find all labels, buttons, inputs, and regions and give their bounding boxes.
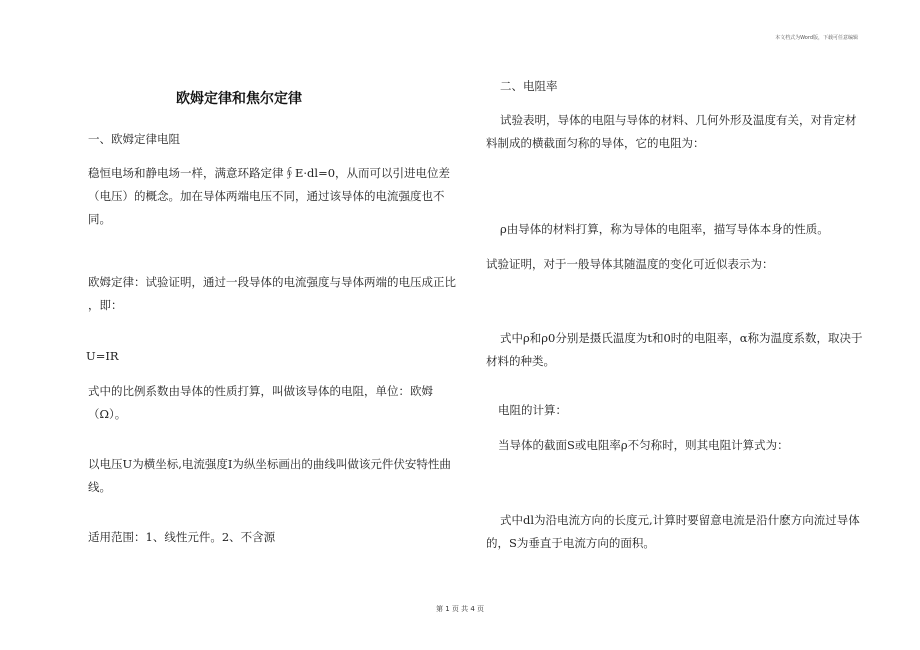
paragraph-temperature-coefficient: 式中ρ和ρ0分别是摄氏温度为t和0时的电阻率，α称为温度系数，取决于材料的种类。	[486, 331, 863, 368]
paragraph-resistance-definition: 式中的比例系数由导体的性质打算，叫做该导体的电阻，单位：欧姆（Ω）。	[88, 384, 433, 421]
paragraph-temperature-variation: 试验证明，对于一般导体其随温度的变化可近似表示为：	[486, 257, 774, 271]
paragraph-volt-ampere-curve: 以电压U为横坐标,电流强度I为纵坐标画出的曲线叫做该元件伏安特性曲线。	[88, 457, 451, 494]
download-note: 本文档式为Word版，下载可任意编辑	[775, 35, 858, 41]
page-number-footer: 第 1 页 共 4 页	[435, 605, 485, 613]
section-heading-ohms-law: 一、欧姆定律电阻	[88, 132, 180, 146]
paragraph-resistivity-meaning: ρ由导体的材料打算，称为导体的电阻率，描写导体本身的性质。	[500, 222, 829, 236]
heading-resistance-calculation: 电阻的计算：	[498, 403, 567, 417]
paragraph-length-element: 式中dl为沿电流方向的长度元,计算时要留意电流是沿什麽方向流过导体的，S为垂直于电流方向的面积。	[486, 513, 860, 550]
document-title: 欧姆定律和焦尔定律	[176, 91, 302, 107]
paragraph-scope: 适用范围：1、线性元件。2、不含源	[88, 530, 276, 544]
paragraph-ohms-law-definition: 欧姆定律：试验证明，通过一段导体的电流强度与导体两端的电压成正比 ，即：	[88, 275, 456, 312]
section-heading-resistivity: 二、电阻率	[500, 79, 558, 93]
paragraph-steady-field: 稳恒电场和静电场一样，满意环路定律∮E·dl=0，从而可以引进电位差（电压）的概念。加在导体两端电压不同，通过该导体的电流强度也不同。	[88, 166, 451, 226]
paragraph-resistance-factors: 试验表明，导体的电阻与导体的材料、几何外形及温度有关，对肯定材料制成的横截面匀称的导体，它的电阻为：	[486, 113, 857, 150]
paragraph-nonuniform-conductor: 当导体的截面S或电阻率ρ不匀称时，则其电阻计算式为：	[498, 438, 789, 452]
formula-ohms-law: U=IR	[86, 349, 119, 363]
